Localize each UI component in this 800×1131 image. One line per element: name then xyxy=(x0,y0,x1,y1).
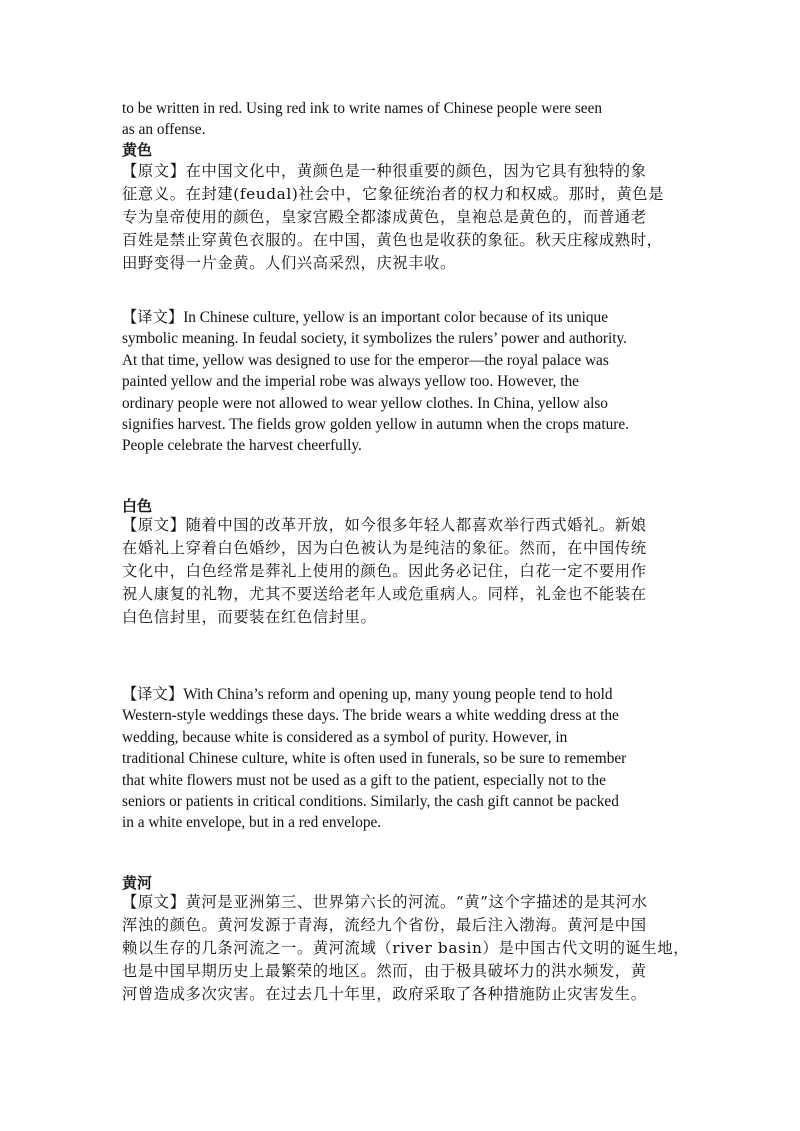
text-line: 【原文】随着中国的改革开放，如今很多年轻人都喜欢举行西式婚礼。新娘 xyxy=(122,516,647,534)
text-line: in a white envelope, but in a red envelope. xyxy=(122,814,382,832)
text-line: to be written in red. Using red ink to write names of Chinese people were seen xyxy=(122,100,603,117)
intro-paragraph xyxy=(122,98,687,141)
text-line: 河曾造成多次灾害。在过去几十年里，政府采取了各种措施防止灾害发生。 xyxy=(122,985,647,1003)
text-line: 祝人康复的礼物，尤其不要送给老年人或危重病人。同样，礼金也不能装在 xyxy=(122,585,647,603)
text-line: 百姓是禁止穿黄色衣服的。在中国，黄色也是收获的象征。秋天庄稼成熟时， xyxy=(122,231,663,249)
text-line: 专为皇帝使用的颜色，皇家宫殿全都漆成黄色，皇袍总是黄色的，而普通老 xyxy=(122,208,647,226)
text-line: 赖以生存的几条河流之一。黄河流域（river basin）是中国古代文明的诞生地， xyxy=(122,939,690,957)
text-line: 田野变得一片金黄。人们兴高采烈，庆祝丰收。 xyxy=(122,254,456,272)
text-line: 【原文】在中国文化中，黄颜色是一种很重要的颜色，因为它具有独特的象 xyxy=(122,162,647,180)
text-line: Western-style weddings these days. The bride wears a white wedding dress at the xyxy=(122,707,619,725)
text-line: that white flowers must not be used as a gift to the patient, especially not to the xyxy=(122,771,606,789)
text-line: 【原文】黄河是亚洲第三、世界第六长的河流。“黄”这个字描述的是其河水 xyxy=(122,893,648,911)
text-line: wedding, because white is considered as a symbol of purity. However, in xyxy=(122,728,568,746)
text-line: 白色信封里，而要装在红色信封里。 xyxy=(122,608,377,626)
text-line: 在婚礼上穿着白色婚纱，因为白色被认为是纯洁的象征。然而，在中国传统 xyxy=(122,539,647,557)
text-line: signifies harvest. The fields grow golden yellow in autumn when the crops mature. xyxy=(122,416,629,434)
text-line: symbolic meaning. In feudal society, it symbolizes the rulers’ power and authority. xyxy=(122,330,627,348)
text-line: 浑浊的颜色。黄河发源于青海，流经九个省份，最后注入渤海。黄河是中国 xyxy=(122,916,647,934)
text-line: ordinary people were not allowed to wear yellow clothes. In China, yellow also xyxy=(122,394,608,412)
section-heading-white: 白色 xyxy=(122,497,153,515)
translation-paragraph-yellow xyxy=(122,307,687,457)
original-paragraph-white xyxy=(122,514,687,629)
text-line: traditional Chinese culture, white is often used in funerals, so be sure to remember xyxy=(122,750,627,768)
original-paragraph-yellow xyxy=(122,160,687,275)
section-heading-yellow-river: 黄河 xyxy=(122,874,153,892)
text-line: as an offense. xyxy=(122,121,206,139)
text-line: 【译文】In Chinese culture, yellow is an important color because of its unique xyxy=(122,309,608,326)
translation-paragraph-white xyxy=(122,684,687,834)
text-line: 【译文】With China’s reform and opening up, many young people tend to hold xyxy=(122,686,613,703)
section-heading-yellow: 黄色 xyxy=(122,141,153,159)
text-line: seniors or patients in critical conditions. Similarly, the cash gift cannot be packed xyxy=(122,793,619,811)
text-line: People celebrate the harvest cheerfully. xyxy=(122,437,362,455)
original-paragraph-yellow-river xyxy=(122,891,690,1006)
text-line: 也是中国早期历史上最繁荣的地区。然而，由于极具破坏力的洪水频发，黄 xyxy=(122,962,647,980)
text-line: 征意义。在封建(feudal)社会中，它象征统治者的权力和权威。那时，黄色是 xyxy=(122,185,665,203)
text-line: 文化中，白色经常是葬礼上使用的颜色。因此务必记住，白花一定不要用作 xyxy=(122,562,647,580)
text-line: At that time, yellow was designed to use for the emperor—the royal palace was xyxy=(122,351,609,369)
text-line: painted yellow and the imperial robe was always yellow too. However, the xyxy=(122,373,579,391)
